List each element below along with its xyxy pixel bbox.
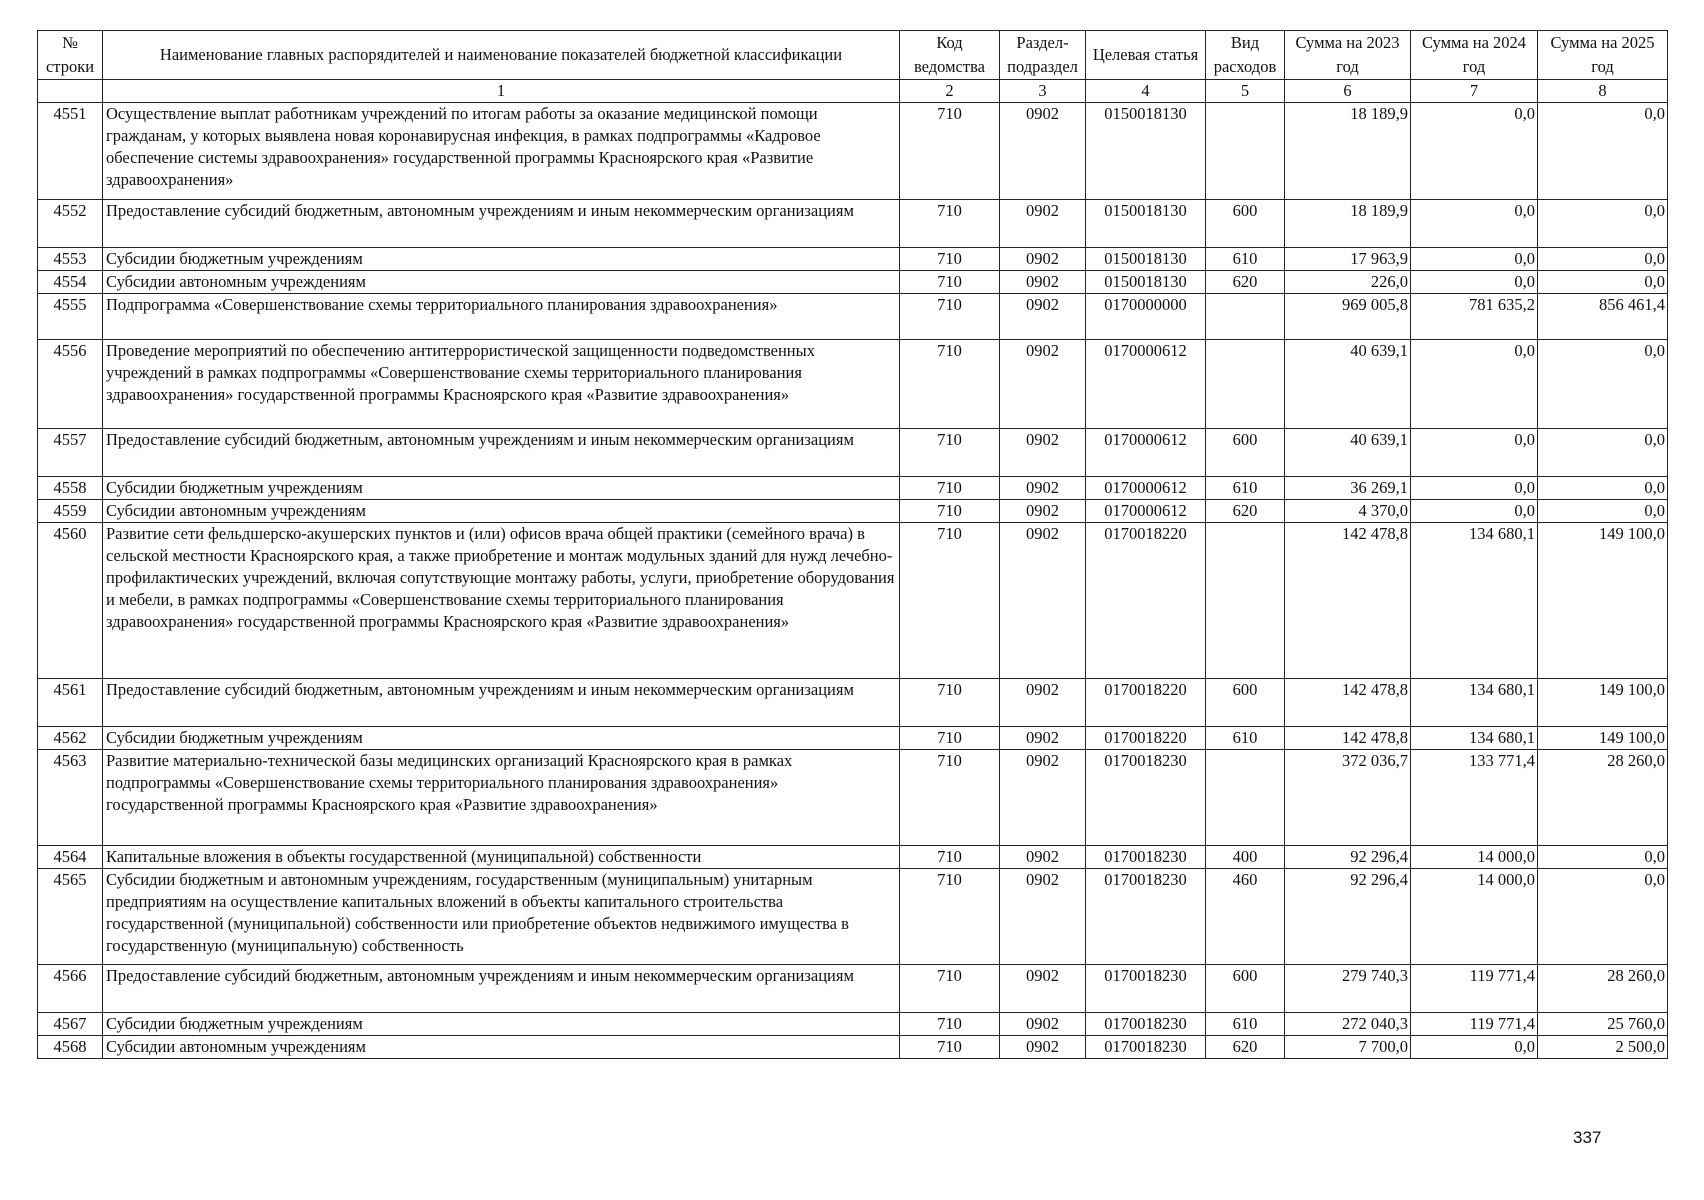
table-row <box>38 523 1668 679</box>
header-expense-type: Вид расходов <box>1206 31 1285 80</box>
sum-2024: 134 680,1 <box>1411 679 1538 727</box>
section-code: 0902 <box>1000 727 1086 750</box>
target-article-code: 0170000612 <box>1086 429 1206 477</box>
row-name: Развитие материально-технической базы медицинских организаций Красноярского края в рамках подпрограммы «Совершенствование схемы территориального планирования здравоохранения» государственной программы Красноярского края «Развитие здравоохранения» <box>103 750 900 846</box>
header-row-number: № строки <box>38 31 103 80</box>
sum-2023: 279 740,3 <box>1285 965 1411 1013</box>
target-article-code: 0170018220 <box>1086 679 1206 727</box>
section-code: 0902 <box>1000 429 1086 477</box>
sum-2023: 4 370,0 <box>1285 500 1411 523</box>
section-code: 0902 <box>1000 846 1086 869</box>
table-row <box>38 869 1668 965</box>
row-name: Предоставление субсидий бюджетным, автономным учреждениям и иным некоммерческим организациям <box>103 679 900 727</box>
expense-type-code: 610 <box>1206 248 1285 271</box>
target-article-code: 0170000612 <box>1086 500 1206 523</box>
sum-2025: 0,0 <box>1538 477 1668 500</box>
header-sum-2023: Сумма на 2023 год <box>1285 31 1411 80</box>
department-code: 710 <box>900 500 1000 523</box>
row-name: Субсидии бюджетным и автономным учреждениям, государственным (муниципальным) унитарным предприятиям на осуществление капитальных вложений в объекты капитального строительства государственной (муниципальной) собственности или приобретение объектов недвижимого имущества в государственную (муниципальную) собственность <box>103 869 900 965</box>
row-number: 4563 <box>38 750 103 846</box>
sum-2023: 40 639,1 <box>1285 429 1411 477</box>
department-code: 710 <box>900 750 1000 846</box>
sum-2025: 0,0 <box>1538 248 1668 271</box>
sum-2025: 28 260,0 <box>1538 750 1668 846</box>
sum-2023: 226,0 <box>1285 271 1411 294</box>
expense-type-code <box>1206 340 1285 429</box>
sum-2023: 142 478,8 <box>1285 679 1411 727</box>
expense-type-code <box>1206 103 1285 200</box>
sum-2023: 272 040,3 <box>1285 1013 1411 1036</box>
sum-2025: 149 100,0 <box>1538 727 1668 750</box>
table-row <box>38 1013 1668 1036</box>
table-body <box>38 103 1668 1059</box>
column-number: 5 <box>1206 80 1285 103</box>
sum-2025: 0,0 <box>1538 429 1668 477</box>
expense-type-code <box>1206 523 1285 679</box>
row-name: Капитальные вложения в объекты государственной (муниципальной) собственности <box>103 846 900 869</box>
target-article-code: 0150018130 <box>1086 248 1206 271</box>
budget-table <box>37 30 1668 1059</box>
sum-2023: 372 036,7 <box>1285 750 1411 846</box>
column-number: 3 <box>1000 80 1086 103</box>
department-code: 710 <box>900 294 1000 340</box>
department-code: 710 <box>900 523 1000 679</box>
row-name: Субсидии бюджетным учреждениям <box>103 248 900 271</box>
department-code: 710 <box>900 1036 1000 1059</box>
table-row <box>38 429 1668 477</box>
sum-2024: 119 771,4 <box>1411 1013 1538 1036</box>
table-row <box>38 727 1668 750</box>
column-number: 7 <box>1411 80 1538 103</box>
sum-2024: 0,0 <box>1411 200 1538 248</box>
table-row <box>38 679 1668 727</box>
sum-2024: 134 680,1 <box>1411 727 1538 750</box>
column-number: 6 <box>1285 80 1411 103</box>
column-number: 4 <box>1086 80 1206 103</box>
expense-type-code: 600 <box>1206 429 1285 477</box>
row-name: Субсидии автономным учреждениям <box>103 500 900 523</box>
sum-2025: 28 260,0 <box>1538 965 1668 1013</box>
row-name: Осуществление выплат работникам учреждений по итогам работы за оказание медицинской помощи гражданам, у которых выявлена новая коронавирусная инфекция, в рамках подпрограммы «Кадровое обеспечение системы здравоохранения» государственной программы Красноярского края «Развитие здравоохранения» <box>103 103 900 200</box>
sum-2023: 18 189,9 <box>1285 200 1411 248</box>
sum-2023: 36 269,1 <box>1285 477 1411 500</box>
sum-2025: 0,0 <box>1538 103 1668 200</box>
department-code: 710 <box>900 727 1000 750</box>
row-number: 4554 <box>38 271 103 294</box>
department-code: 710 <box>900 679 1000 727</box>
sum-2024: 0,0 <box>1411 429 1538 477</box>
sum-2024: 0,0 <box>1411 1036 1538 1059</box>
row-name: Предоставление субсидий бюджетным, автономным учреждениям и иным некоммерческим организациям <box>103 965 900 1013</box>
sum-2024: 133 771,4 <box>1411 750 1538 846</box>
section-code: 0902 <box>1000 200 1086 248</box>
department-code: 710 <box>900 271 1000 294</box>
department-code: 710 <box>900 477 1000 500</box>
expense-type-code: 620 <box>1206 1036 1285 1059</box>
sum-2025: 0,0 <box>1538 340 1668 429</box>
sum-2023: 142 478,8 <box>1285 523 1411 679</box>
row-number: 4551 <box>38 103 103 200</box>
row-name: Развитие сети фельдшерско-акушерских пунктов и (или) офисов врача общей практики (семейного врача) в сельской местности Красноярского края, а также приобретение и монтаж модульных зданий для нужд лечебно-профилактических учреждений, включая сопутствующие монтажу работы, услуги, приобретение оборудования и мебели, в рамках подпрограммы «Совершенствование схемы территориального планирования здравоохранения» государственной программы Красноярского края «Развитие здравоохранения» <box>103 523 900 679</box>
sum-2024: 0,0 <box>1411 271 1538 294</box>
department-code: 710 <box>900 846 1000 869</box>
expense-type-code: 400 <box>1206 846 1285 869</box>
department-code: 710 <box>900 429 1000 477</box>
row-number: 4565 <box>38 869 103 965</box>
section-code: 0902 <box>1000 965 1086 1013</box>
table-row <box>38 846 1668 869</box>
section-code: 0902 <box>1000 294 1086 340</box>
row-name: Субсидии автономным учреждениям <box>103 271 900 294</box>
sum-2024: 119 771,4 <box>1411 965 1538 1013</box>
section-code: 0902 <box>1000 477 1086 500</box>
expense-type-code: 600 <box>1206 200 1285 248</box>
table-row <box>38 103 1668 200</box>
target-article-code: 0170018230 <box>1086 869 1206 965</box>
sum-2023: 7 700,0 <box>1285 1036 1411 1059</box>
row-number: 4564 <box>38 846 103 869</box>
section-code: 0902 <box>1000 340 1086 429</box>
row-number: 4557 <box>38 429 103 477</box>
department-code: 710 <box>900 248 1000 271</box>
header-sum-2025: Сумма на 2025 год <box>1538 31 1668 80</box>
sum-2025: 149 100,0 <box>1538 523 1668 679</box>
row-name: Субсидии автономным учреждениям <box>103 1036 900 1059</box>
sum-2024: 0,0 <box>1411 477 1538 500</box>
column-number: 1 <box>103 80 900 103</box>
section-code: 0902 <box>1000 679 1086 727</box>
sum-2024: 134 680,1 <box>1411 523 1538 679</box>
sum-2023: 17 963,9 <box>1285 248 1411 271</box>
expense-type-code: 610 <box>1206 477 1285 500</box>
target-article-code: 0150018130 <box>1086 271 1206 294</box>
section-code: 0902 <box>1000 1013 1086 1036</box>
expense-type-code: 620 <box>1206 271 1285 294</box>
section-code: 0902 <box>1000 523 1086 679</box>
sum-2024: 0,0 <box>1411 248 1538 271</box>
target-article-code: 0170018230 <box>1086 1013 1206 1036</box>
section-code: 0902 <box>1000 869 1086 965</box>
row-name: Субсидии бюджетным учреждениям <box>103 727 900 750</box>
section-code: 0902 <box>1000 271 1086 294</box>
row-number: 4559 <box>38 500 103 523</box>
table-row <box>38 477 1668 500</box>
department-code: 710 <box>900 869 1000 965</box>
sum-2024: 14 000,0 <box>1411 869 1538 965</box>
sum-2025: 856 461,4 <box>1538 294 1668 340</box>
expense-type-code: 600 <box>1206 679 1285 727</box>
sum-2023: 969 005,8 <box>1285 294 1411 340</box>
row-name: Проведение мероприятий по обеспечению антитеррористической защищенности подведомственных учреждений в рамках подпрограммы «Совершенствование схемы территориального планирования здравоохранения» государственной программы Красноярского края «Развитие здравоохранения» <box>103 340 900 429</box>
sum-2023: 18 189,9 <box>1285 103 1411 200</box>
row-number: 4568 <box>38 1036 103 1059</box>
expense-type-code <box>1206 750 1285 846</box>
header-section: Раздел-подраздел <box>1000 31 1086 80</box>
table-row <box>38 500 1668 523</box>
sum-2025: 0,0 <box>1538 500 1668 523</box>
header-department-code: Код ведомства <box>900 31 1000 80</box>
sum-2023: 92 296,4 <box>1285 869 1411 965</box>
sum-2025: 0,0 <box>1538 200 1668 248</box>
department-code: 710 <box>900 103 1000 200</box>
target-article-code: 0150018130 <box>1086 103 1206 200</box>
sum-2023: 142 478,8 <box>1285 727 1411 750</box>
sum-2024: 0,0 <box>1411 340 1538 429</box>
row-name: Субсидии бюджетным учреждениям <box>103 1013 900 1036</box>
table-row <box>38 271 1668 294</box>
department-code: 710 <box>900 965 1000 1013</box>
expense-type-code <box>1206 294 1285 340</box>
table-row <box>38 200 1668 248</box>
header-name: Наименование главных распорядителей и наименование показателей бюджетной классификации <box>103 31 900 80</box>
sum-2023: 40 639,1 <box>1285 340 1411 429</box>
row-name: Предоставление субсидий бюджетным, автономным учреждениям и иным некоммерческим организациям <box>103 429 900 477</box>
target-article-code: 0170018230 <box>1086 965 1206 1013</box>
sum-2025: 2 500,0 <box>1538 1036 1668 1059</box>
column-number <box>38 80 103 103</box>
row-number: 4561 <box>38 679 103 727</box>
row-number: 4567 <box>38 1013 103 1036</box>
row-number: 4555 <box>38 294 103 340</box>
header-target-article: Целевая статья <box>1086 31 1206 80</box>
section-code: 0902 <box>1000 1036 1086 1059</box>
sum-2024: 0,0 <box>1411 500 1538 523</box>
expense-type-code: 610 <box>1206 1013 1285 1036</box>
target-article-code: 0150018130 <box>1086 200 1206 248</box>
header-row <box>38 31 1668 80</box>
row-number: 4552 <box>38 200 103 248</box>
table-row <box>38 294 1668 340</box>
expense-type-code: 460 <box>1206 869 1285 965</box>
sum-2024: 14 000,0 <box>1411 846 1538 869</box>
row-number: 4556 <box>38 340 103 429</box>
row-name: Подпрограмма «Совершенствование схемы территориального планирования здравоохранения» <box>103 294 900 340</box>
section-code: 0902 <box>1000 248 1086 271</box>
row-number: 4553 <box>38 248 103 271</box>
target-article-code: 0170000612 <box>1086 477 1206 500</box>
table-row <box>38 340 1668 429</box>
expense-type-code: 620 <box>1206 500 1285 523</box>
department-code: 710 <box>900 340 1000 429</box>
header-sum-2024: Сумма на 2024 год <box>1411 31 1538 80</box>
sum-2024: 0,0 <box>1411 103 1538 200</box>
section-code: 0902 <box>1000 500 1086 523</box>
expense-type-code: 610 <box>1206 727 1285 750</box>
target-article-code: 0170018230 <box>1086 750 1206 846</box>
section-code: 0902 <box>1000 750 1086 846</box>
row-name: Субсидии бюджетным учреждениям <box>103 477 900 500</box>
row-number: 4566 <box>38 965 103 1013</box>
sum-2025: 25 760,0 <box>1538 1013 1668 1036</box>
table-row <box>38 248 1668 271</box>
row-number: 4558 <box>38 477 103 500</box>
sum-2025: 149 100,0 <box>1538 679 1668 727</box>
target-article-code: 0170018220 <box>1086 727 1206 750</box>
row-name: Предоставление субсидий бюджетным, автономным учреждениям и иным некоммерческим организациям <box>103 200 900 248</box>
target-article-code: 0170018230 <box>1086 1036 1206 1059</box>
page-number: 337 <box>1573 1128 1602 1147</box>
sum-2025: 0,0 <box>1538 869 1668 965</box>
sum-2025: 0,0 <box>1538 271 1668 294</box>
target-article-code: 0170018220 <box>1086 523 1206 679</box>
department-code: 710 <box>900 1013 1000 1036</box>
department-code: 710 <box>900 200 1000 248</box>
target-article-code: 0170000000 <box>1086 294 1206 340</box>
table-row <box>38 1036 1668 1059</box>
column-number: 8 <box>1538 80 1668 103</box>
sum-2025: 0,0 <box>1538 846 1668 869</box>
row-number: 4562 <box>38 727 103 750</box>
sum-2023: 92 296,4 <box>1285 846 1411 869</box>
column-number-row <box>38 80 1668 103</box>
column-number: 2 <box>900 80 1000 103</box>
sum-2024: 781 635,2 <box>1411 294 1538 340</box>
expense-type-code: 600 <box>1206 965 1285 1013</box>
table-row <box>38 965 1668 1013</box>
section-code: 0902 <box>1000 103 1086 200</box>
target-article-code: 0170000612 <box>1086 340 1206 429</box>
table-row <box>38 750 1668 846</box>
row-number: 4560 <box>38 523 103 679</box>
target-article-code: 0170018230 <box>1086 846 1206 869</box>
